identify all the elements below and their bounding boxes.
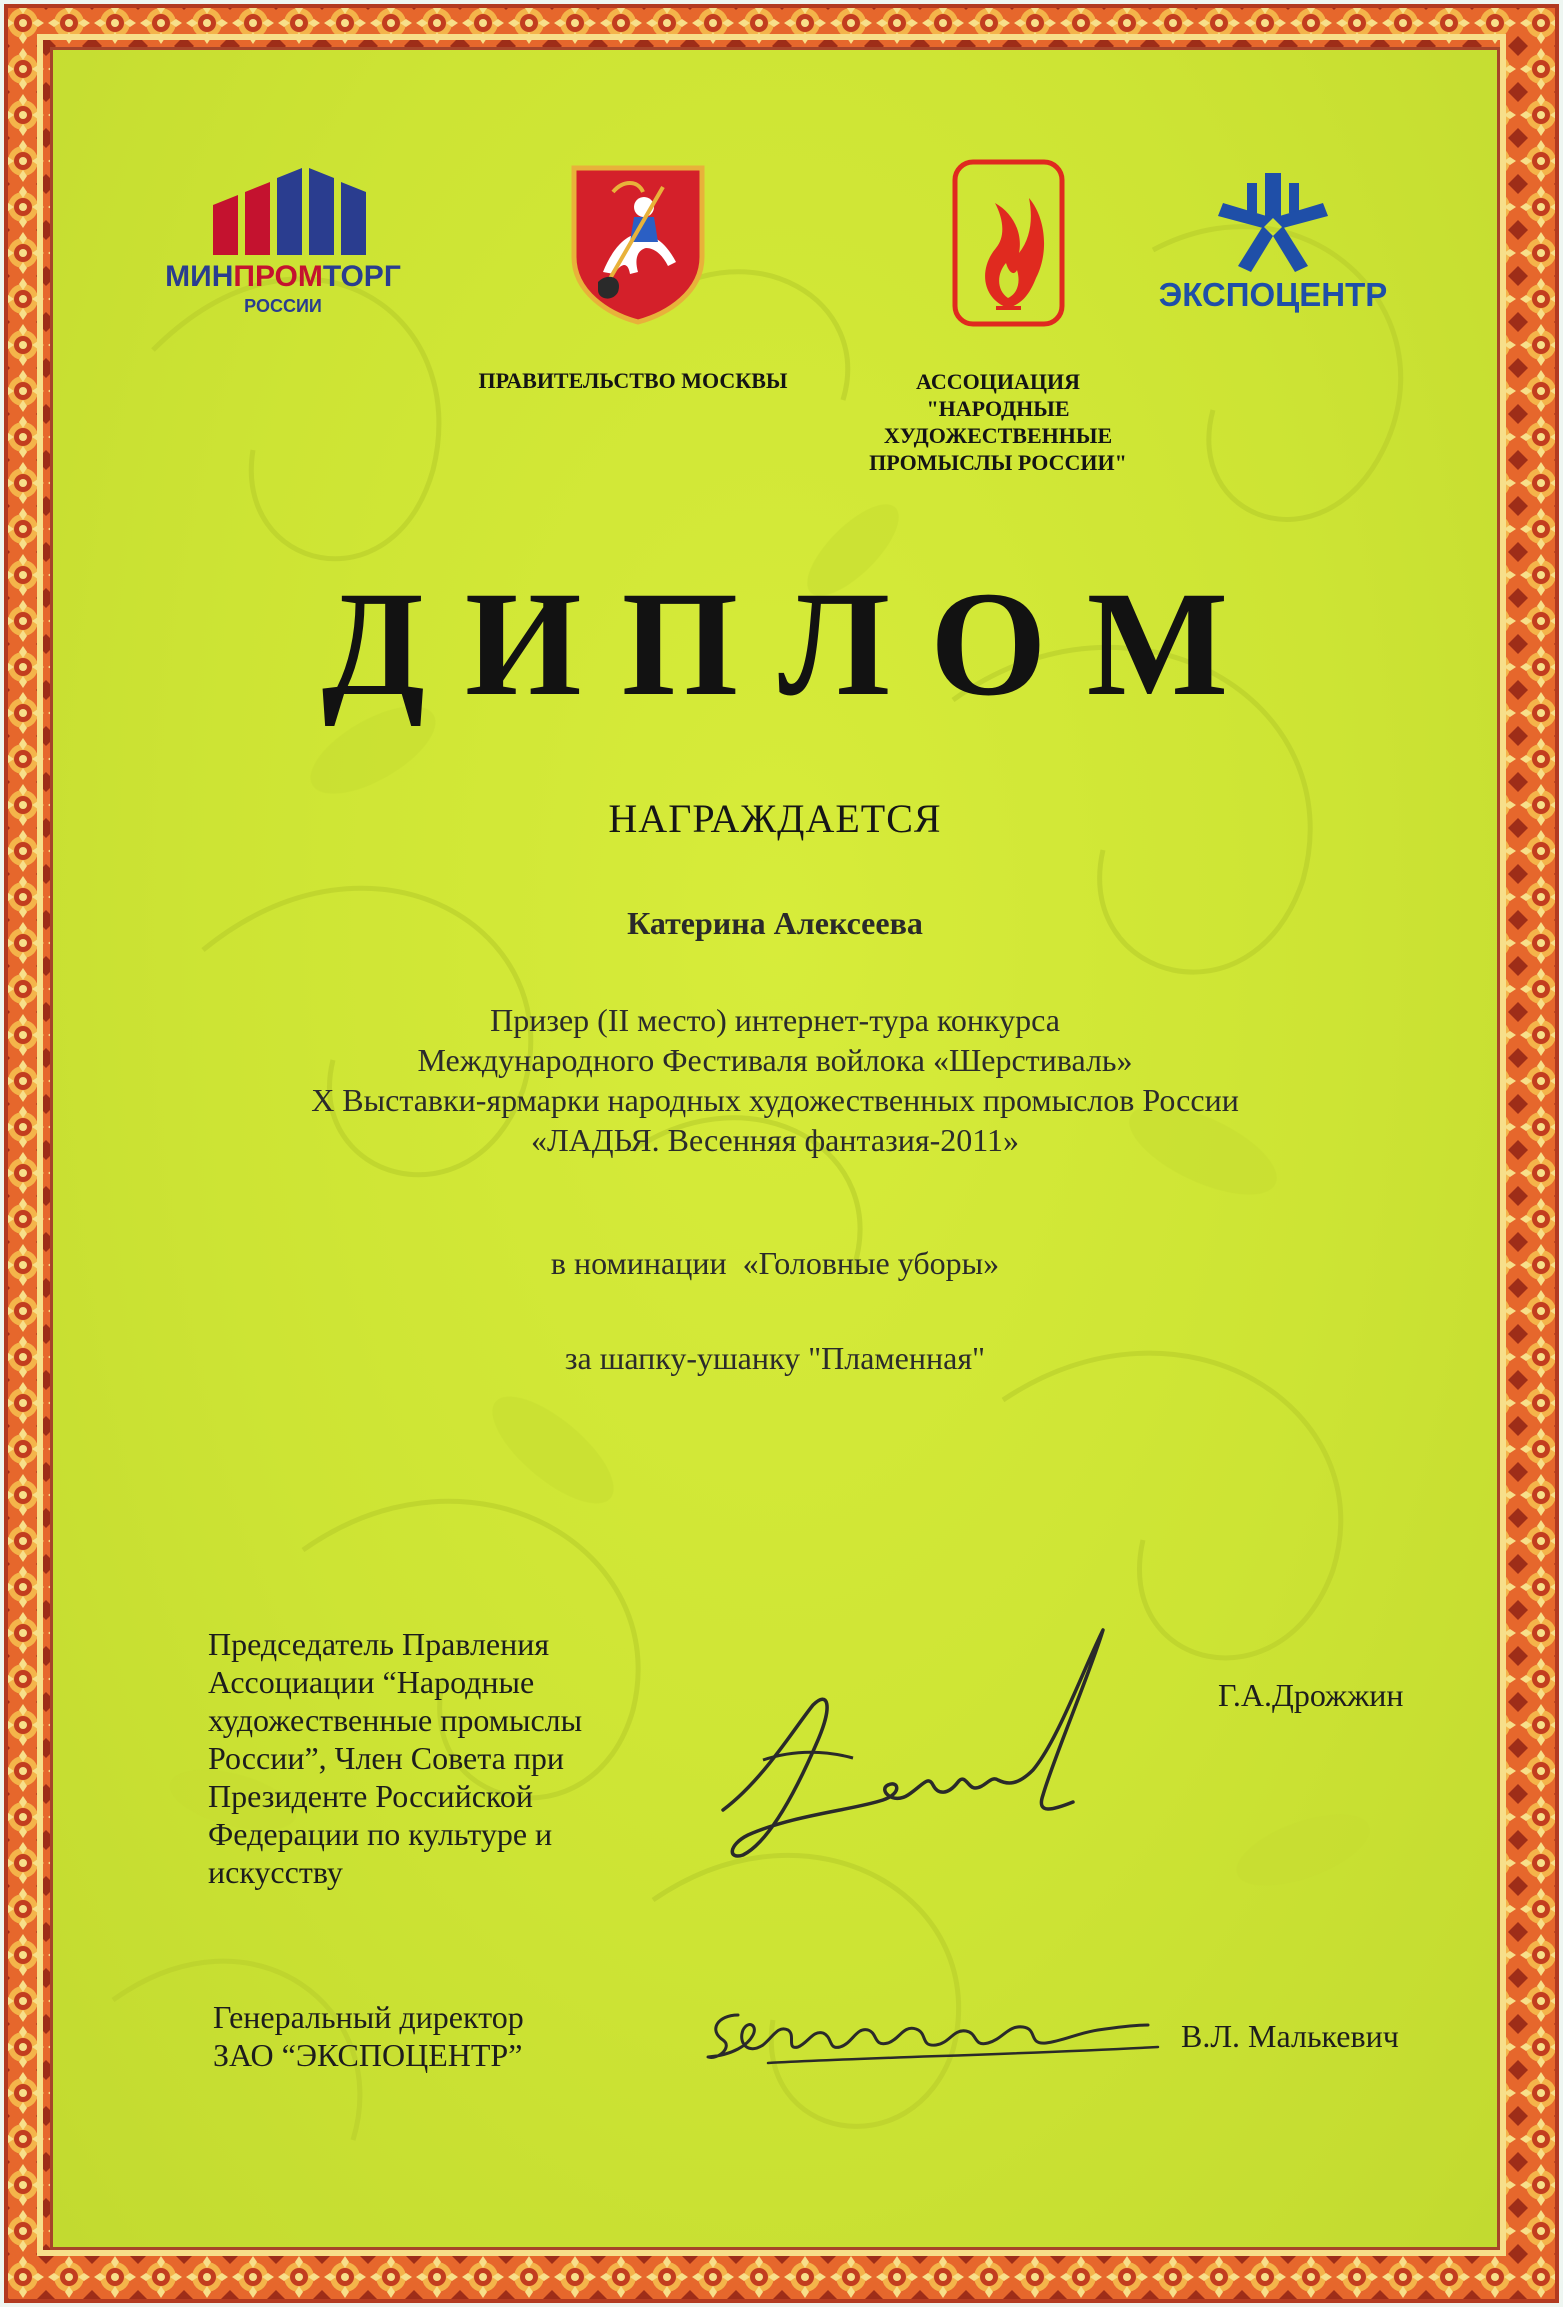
- nomination: в номинации «Головные уборы»: [550, 1245, 1000, 1281]
- expocentre-name: ЭКСПОЦЕНТР: [1158, 276, 1388, 313]
- minpromtorg-logo: [153, 150, 413, 320]
- awarded-item: за шапку-ушанку "Пламенная": [564, 1340, 986, 1376]
- association-caption-line: ХУДОЖЕСТВЕННЫЕ: [883, 423, 1113, 448]
- handwritten-signature-1: [703, 1610, 1143, 1870]
- signatory-1-title: [208, 1625, 678, 1891]
- association-caption-line: АССОЦИАЦИЯ: [916, 369, 1080, 394]
- signatory-title-line: Председатель Правления: [208, 1626, 550, 1662]
- award-description: [53, 1000, 1497, 1160]
- signatory-title-line: Федерации по культуре и: [208, 1816, 553, 1852]
- moscow-coat-of-arms-icon: [568, 162, 708, 327]
- signatory-title-line: Генеральный директор: [213, 1999, 524, 2035]
- association-caption-line: "НАРОДНЫЕ: [926, 396, 1070, 421]
- description-line: Призер (II место) интернет-тура конкурса: [490, 1002, 1060, 1038]
- diploma-panel: [50, 47, 1500, 2250]
- awarded-label: НАГРАЖДАЕТСЯ: [608, 796, 942, 841]
- handwritten-signature-2: [678, 1985, 1178, 2085]
- expocentre-star-icon: [1143, 168, 1403, 273]
- signatory-title-line: искусству: [208, 1854, 343, 1890]
- minpromtorg-emblem-icon: [153, 150, 413, 260]
- association-caption: [833, 368, 1163, 476]
- signatory-title-line: России”, Член Совета при: [208, 1740, 565, 1776]
- description-line: Международного Фестиваля войлока «Шерстиваль»: [417, 1042, 1133, 1078]
- description-line: «ЛАДЬЯ. Весенняя фантазия-2011»: [530, 1122, 1020, 1158]
- signatory-title-line: ЗАО “ЭКСПОЦЕНТР”: [213, 2037, 523, 2073]
- signatory-2-title: [213, 1998, 643, 2074]
- expocentre-logo: [1143, 168, 1403, 328]
- signatory-title-line: художественные промыслы: [208, 1702, 583, 1738]
- flame-emblem-icon: [951, 158, 1066, 328]
- minpromtorg-suffix: ТОРГ: [322, 260, 401, 293]
- minpromtorg-highlight: ПРОМ: [233, 260, 323, 293]
- recipient-name: Катерина Алексеева: [627, 905, 923, 941]
- signatory-title-line: Ассоциации “Народные: [208, 1664, 535, 1700]
- minpromtorg-sub: РОССИИ: [244, 296, 322, 316]
- description-line: X Выставки-ярмарки народных художественных промыслов России: [311, 1082, 1239, 1118]
- diploma-title: ДИПЛОМ: [321, 561, 1269, 727]
- signatory-1-name: Г.А.Дрожжин: [1218, 1677, 1404, 1713]
- minpromtorg-prefix: МИН: [165, 260, 234, 293]
- moscow-gov-caption: ПРАВИТЕЛЬСТВО МОСКВЫ: [478, 368, 788, 393]
- association-caption-line: ПРОМЫСЛЫ РОССИИ": [869, 450, 1127, 475]
- signatory-title-line: Президенте Российской: [208, 1778, 533, 1814]
- signatory-2-name: В.Л. Малькевич: [1181, 2018, 1399, 2054]
